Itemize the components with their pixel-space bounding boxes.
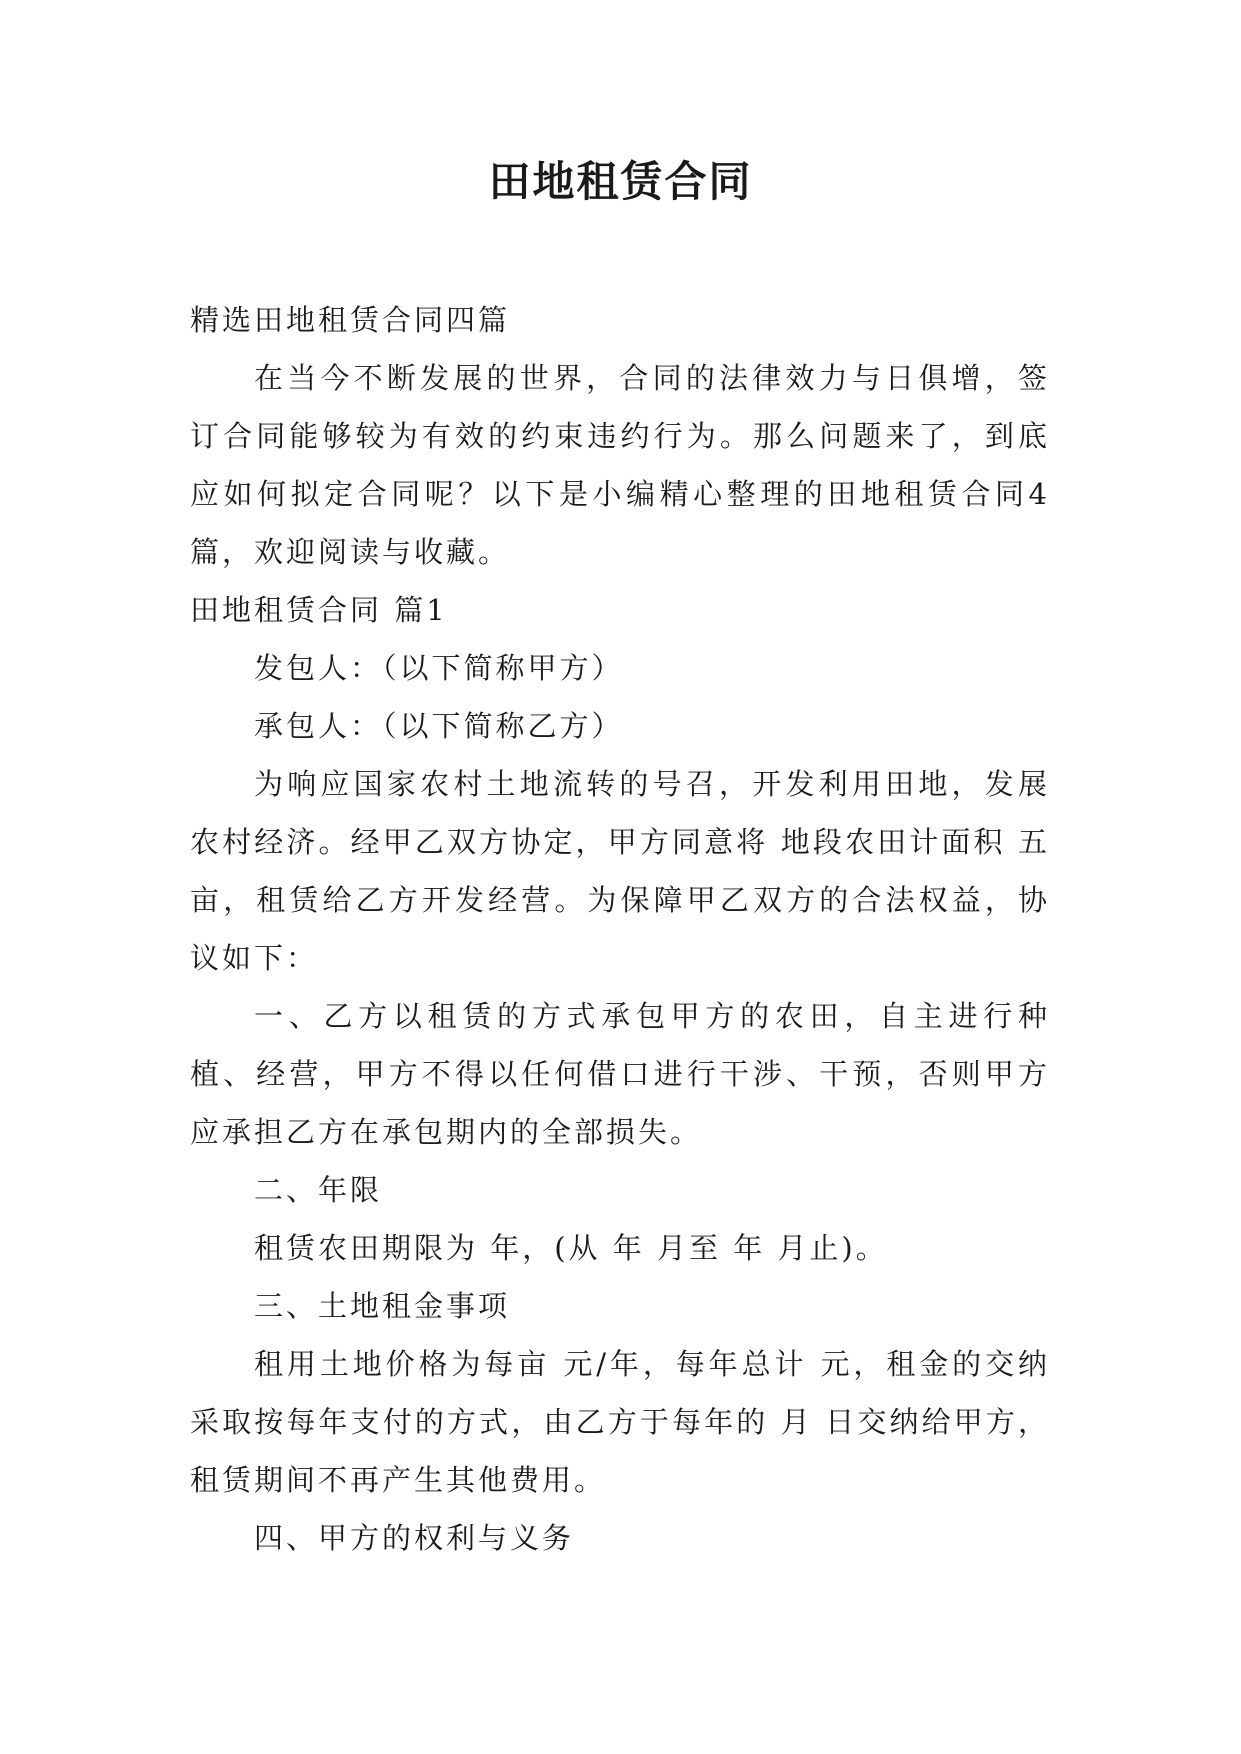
clause-heading: 二、年限 bbox=[254, 1173, 383, 1207]
clause-heading: 三、土地租金事项 bbox=[254, 1289, 511, 1323]
paragraph: 在当今不断发展的世界，合同的法律效力与日俱增，签订合同能够较为有效的约束违约行为。那么问题来了，到底应如何拟定合同呢？以下是小编精心整理的田地租赁合同4篇，欢迎阅读与收藏。 bbox=[190, 361, 1050, 569]
paragraph: 一、乙方以租赁的方式承包甲方的农田，自主进行种植、经营，甲方不得以任何借口进行干涉、干预，否则甲方应承担乙方在承包期内的全部损失。 bbox=[190, 999, 1050, 1149]
section-heading: 田地租赁合同 篇1 bbox=[190, 593, 448, 627]
paragraph: 发包人：（以下简称甲方） bbox=[254, 651, 624, 685]
clause-heading: 四、甲方的权利与义务 bbox=[254, 1521, 575, 1555]
paragraph: 精选田地租赁合同四篇 bbox=[190, 303, 511, 337]
paragraph: 租赁农田期限为 年，(从 年 月至 年 月止)。 bbox=[254, 1231, 888, 1265]
document-body bbox=[190, 291, 1050, 1567]
document-title: 田地租赁合同 bbox=[488, 157, 753, 206]
paragraph: 为响应国家农村土地流转的号召，开发利用田地，发展农村经济。经甲乙双方协定，甲方同意将 地段农田计面积 五 亩，租赁给乙方开发经营。为保障甲乙双方的合法权益，协议如下： bbox=[190, 767, 1050, 975]
paragraph: 租用土地价格为每亩 元/年，每年总计 元，租金的交纳采取按每年支付的方式，由乙方于每年的 月 日交纳给甲方，租赁期间不再产生其他费用。 bbox=[190, 1347, 1050, 1497]
paragraph: 承包人：（以下简称乙方） bbox=[254, 709, 624, 743]
